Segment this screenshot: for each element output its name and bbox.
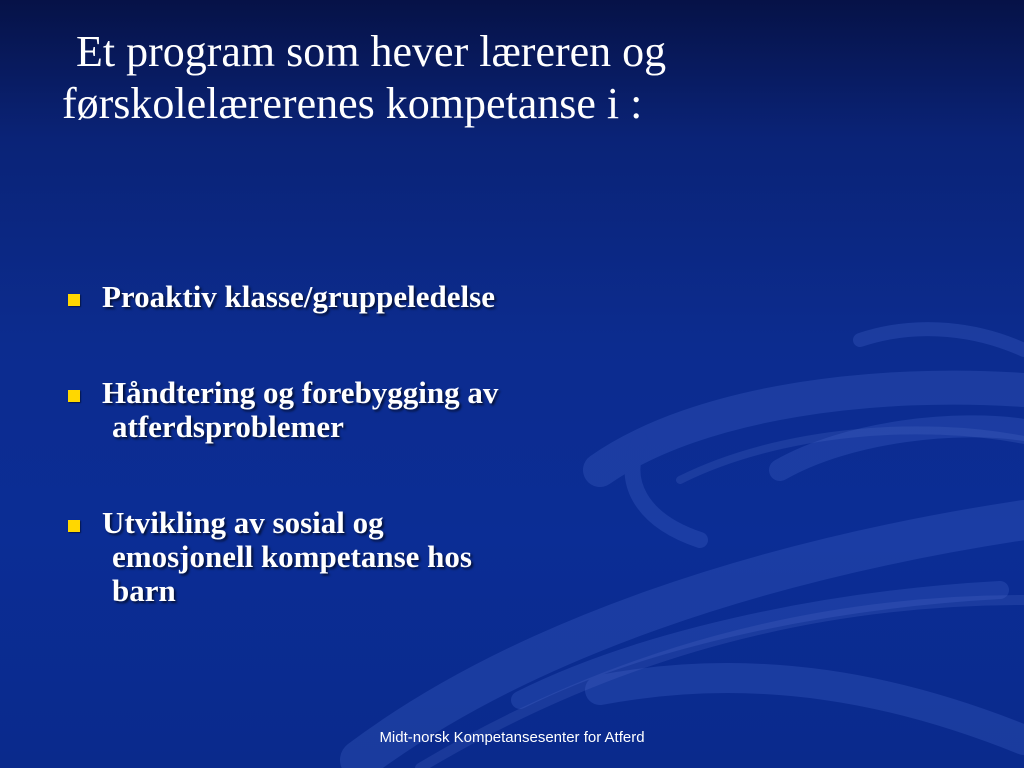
bullet-text-line: atferdsproblemer xyxy=(112,409,344,444)
square-bullet-icon xyxy=(68,390,80,402)
slide-footer xyxy=(0,729,1024,746)
bullet-text-line: Proaktiv klasse/gruppeledelse xyxy=(102,279,495,314)
slide-title-line-2: førskolelærerenes kompetanse i : xyxy=(62,79,643,128)
slide-title xyxy=(62,26,962,130)
bullet-text-line: Håndtering og forebygging av xyxy=(102,375,499,410)
slide-title-line-1: Et program som hever læreren og xyxy=(76,27,667,76)
bullet-item-handtering xyxy=(62,376,682,444)
square-bullet-icon xyxy=(68,294,80,306)
bullet-item-proaktiv xyxy=(62,280,682,314)
bullet-text-line: barn xyxy=(112,573,176,608)
bullet-text-line: Utvikling av sosial og xyxy=(102,505,384,540)
bullet-item-utvikling xyxy=(62,506,682,608)
square-bullet-icon xyxy=(68,520,80,532)
bullet-list xyxy=(62,280,682,608)
bullet-text-line: emosjonell kompetanse hos xyxy=(112,539,472,574)
footer-text: Midt-norsk Kompetansesenter for Atferd xyxy=(379,729,645,746)
